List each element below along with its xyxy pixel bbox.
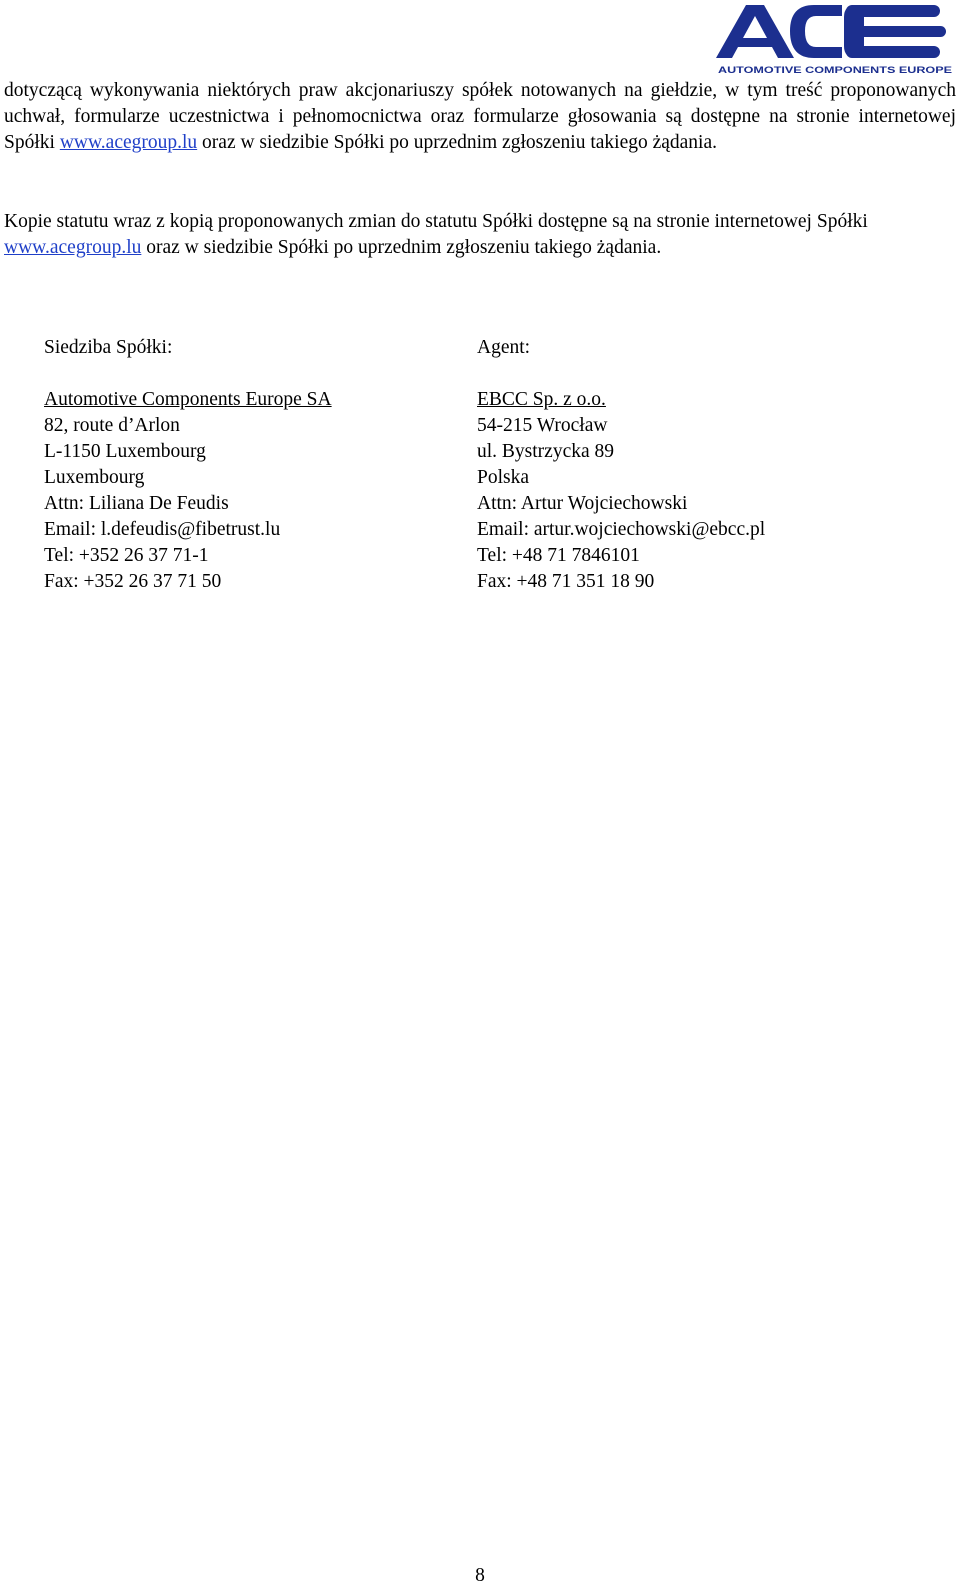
seat-heading: Siedziba Spółki: (44, 337, 173, 358)
agent-tel: Tel: +48 71 7846101 (477, 545, 640, 566)
paragraph-2-text-before: Kopie statutu wraz z kopią proponowanych zmian do statutu Spółki dostępne są na stronie internetowej Spółki (4, 211, 868, 232)
agent-address-line: Polska (477, 467, 530, 488)
paragraph-2-text-after: oraz w siedzibie Spółki po uprzednim zgłoszeniu takiego żądania. (141, 237, 662, 258)
agent-fax: Fax: +48 71 351 18 90 (477, 571, 655, 592)
seat-tel: Tel: +352 26 37 71-1 (44, 545, 209, 566)
acegroup-link-2[interactable]: www.acegroup.lu (4, 237, 142, 258)
agent-email: Email: artur.wojciechowski@ebcc.pl (477, 519, 766, 540)
seat-fax: Fax: +352 26 37 71 50 (44, 571, 222, 592)
agent-address-line: ul. Bystrzycka 89 (477, 441, 615, 462)
ace-logo-tagline: AUTOMOTIVE COMPONENTS EUROPE (718, 65, 952, 76)
agent-heading: Agent: (477, 337, 531, 358)
agent-address-line: 54-215 Wrocław (477, 415, 608, 436)
seat-address-line: Luxembourg (44, 467, 145, 488)
agent-attn: Attn: Artur Wojciechowski (477, 493, 688, 514)
body-paragraph-2 (4, 209, 956, 261)
paragraph-1-text-after: oraz w siedzibie Spółki po uprzednim zgłoszeniu takiego żądania. (197, 132, 718, 153)
seat-address-line: L-1150 Luxembourg (44, 441, 206, 462)
acegroup-link-1[interactable]: www.acegroup.lu (59, 132, 198, 153)
seat-email: Email: l.defeudis@fibetrust.lu (44, 519, 281, 540)
seat-address-line: 82, route d’Arlon (44, 415, 180, 436)
body-paragraph-1 (4, 78, 956, 156)
page-number: 8 (475, 1565, 485, 1586)
ace-logo-graphic (716, 0, 954, 78)
paragraph-1-text-before: dotyczącą wykonywania niektórych praw akcjonariuszy spółek notowanych na giełdzie, w tym treść proponowanych uchwał, formularze uczestnictwa i pełnomocnictwa oraz formularze głosowania są dostępne na stronie internetowej Spółki (4, 80, 956, 153)
ace-logo (716, 0, 954, 78)
seat-company-name: Automotive Components Europe SA (44, 389, 332, 410)
agent-company-name: EBCC Sp. z o.o. (477, 389, 606, 410)
seat-attn: Attn: Liliana De Feudis (44, 493, 229, 514)
